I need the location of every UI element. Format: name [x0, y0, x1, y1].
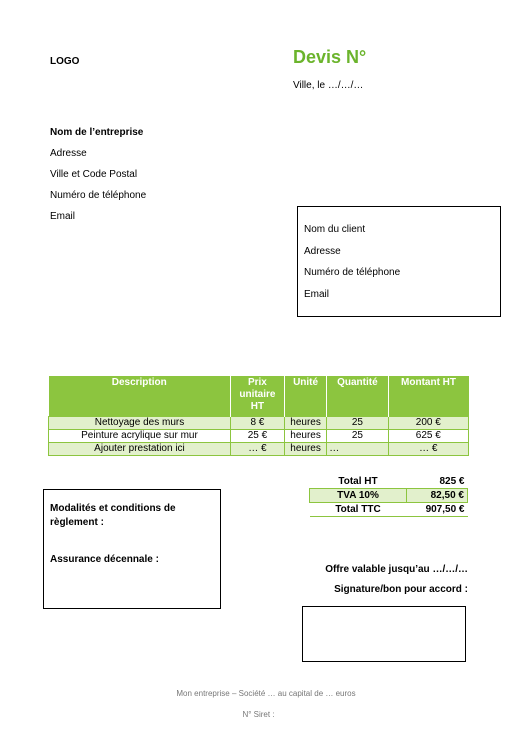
col-header-description: Description — [49, 376, 231, 417]
payment-conditions: Modalités et conditions de règlement : — [50, 503, 176, 528]
total-ttc-value: 907,50 € — [407, 503, 468, 517]
date-line: Ville, le …/…/… — [293, 80, 364, 91]
totals-table — [309, 475, 468, 517]
cell-description: Peinture acrylique sur mur — [49, 430, 231, 443]
conditions-box — [43, 489, 221, 609]
company-city: Ville et Code Postal — [50, 169, 138, 180]
cell-unit-price: 8 € — [230, 417, 284, 430]
offer-validity: Offre valable jusqu’au …/…/… — [325, 564, 468, 575]
cell-quantity: 25 — [327, 417, 388, 430]
tva-value: 82,50 € — [407, 489, 468, 503]
total-ht-label: Total HT — [338, 476, 378, 487]
cell-quantity: … — [327, 443, 388, 456]
client-email: Email — [304, 288, 330, 300]
cell-quantity: 25 — [327, 430, 388, 443]
company-email: Email — [50, 211, 76, 222]
col-header-unit-price: Prix unitaire HT — [230, 376, 284, 417]
company-name: Nom de l’entreprise — [50, 127, 144, 138]
insurance-label: Assurance décennale : — [50, 554, 159, 565]
quote-title: Devis N° — [293, 47, 367, 67]
cell-unit-price: … € — [230, 443, 284, 456]
cell-unit: heures — [284, 430, 326, 443]
col-header-amount: Montant HT — [388, 376, 468, 417]
company-block — [50, 122, 146, 227]
client-phone: Numéro de téléphone — [304, 267, 401, 278]
total-ttc-row — [310, 503, 468, 517]
cell-amount: 200 € — [388, 417, 468, 430]
footer-company: Mon entreprise – Société … au capital de … euros — [176, 689, 356, 698]
cell-description: Ajouter prestation ici — [49, 443, 231, 456]
client-box — [297, 206, 501, 317]
cell-amount: 625 € — [388, 430, 468, 443]
cell-description: Nettoyage des murs — [49, 417, 231, 430]
total-ttc-label: Total TTC — [310, 503, 407, 517]
signature-label: Signature/bon pour accord : — [334, 584, 468, 595]
company-address: Adresse — [50, 148, 87, 159]
table-row — [49, 443, 469, 456]
col-header-unit: Unité — [284, 376, 326, 417]
total-ht-row — [310, 475, 468, 489]
table-row — [49, 430, 469, 443]
items-table-header — [49, 376, 469, 417]
cell-unit: heures — [284, 417, 326, 430]
items-table — [48, 376, 469, 456]
logo-placeholder: LOGO — [50, 56, 80, 67]
cell-unit: heures — [284, 443, 326, 456]
table-row — [49, 417, 469, 430]
client-name: Nom du client — [304, 224, 366, 235]
company-phone: Numéro de téléphone — [50, 190, 147, 201]
cell-amount: … € — [388, 443, 468, 456]
signature-box — [302, 606, 466, 662]
col-header-quantity: Quantité — [327, 376, 388, 417]
client-address: Adresse — [304, 245, 341, 257]
tva-label: TVA 10% — [310, 489, 407, 503]
footer-siret: N° Siret : — [242, 710, 275, 719]
total-ht-value: 825 € — [439, 476, 465, 487]
tva-row — [310, 489, 468, 503]
cell-unit-price: 25 € — [230, 430, 284, 443]
